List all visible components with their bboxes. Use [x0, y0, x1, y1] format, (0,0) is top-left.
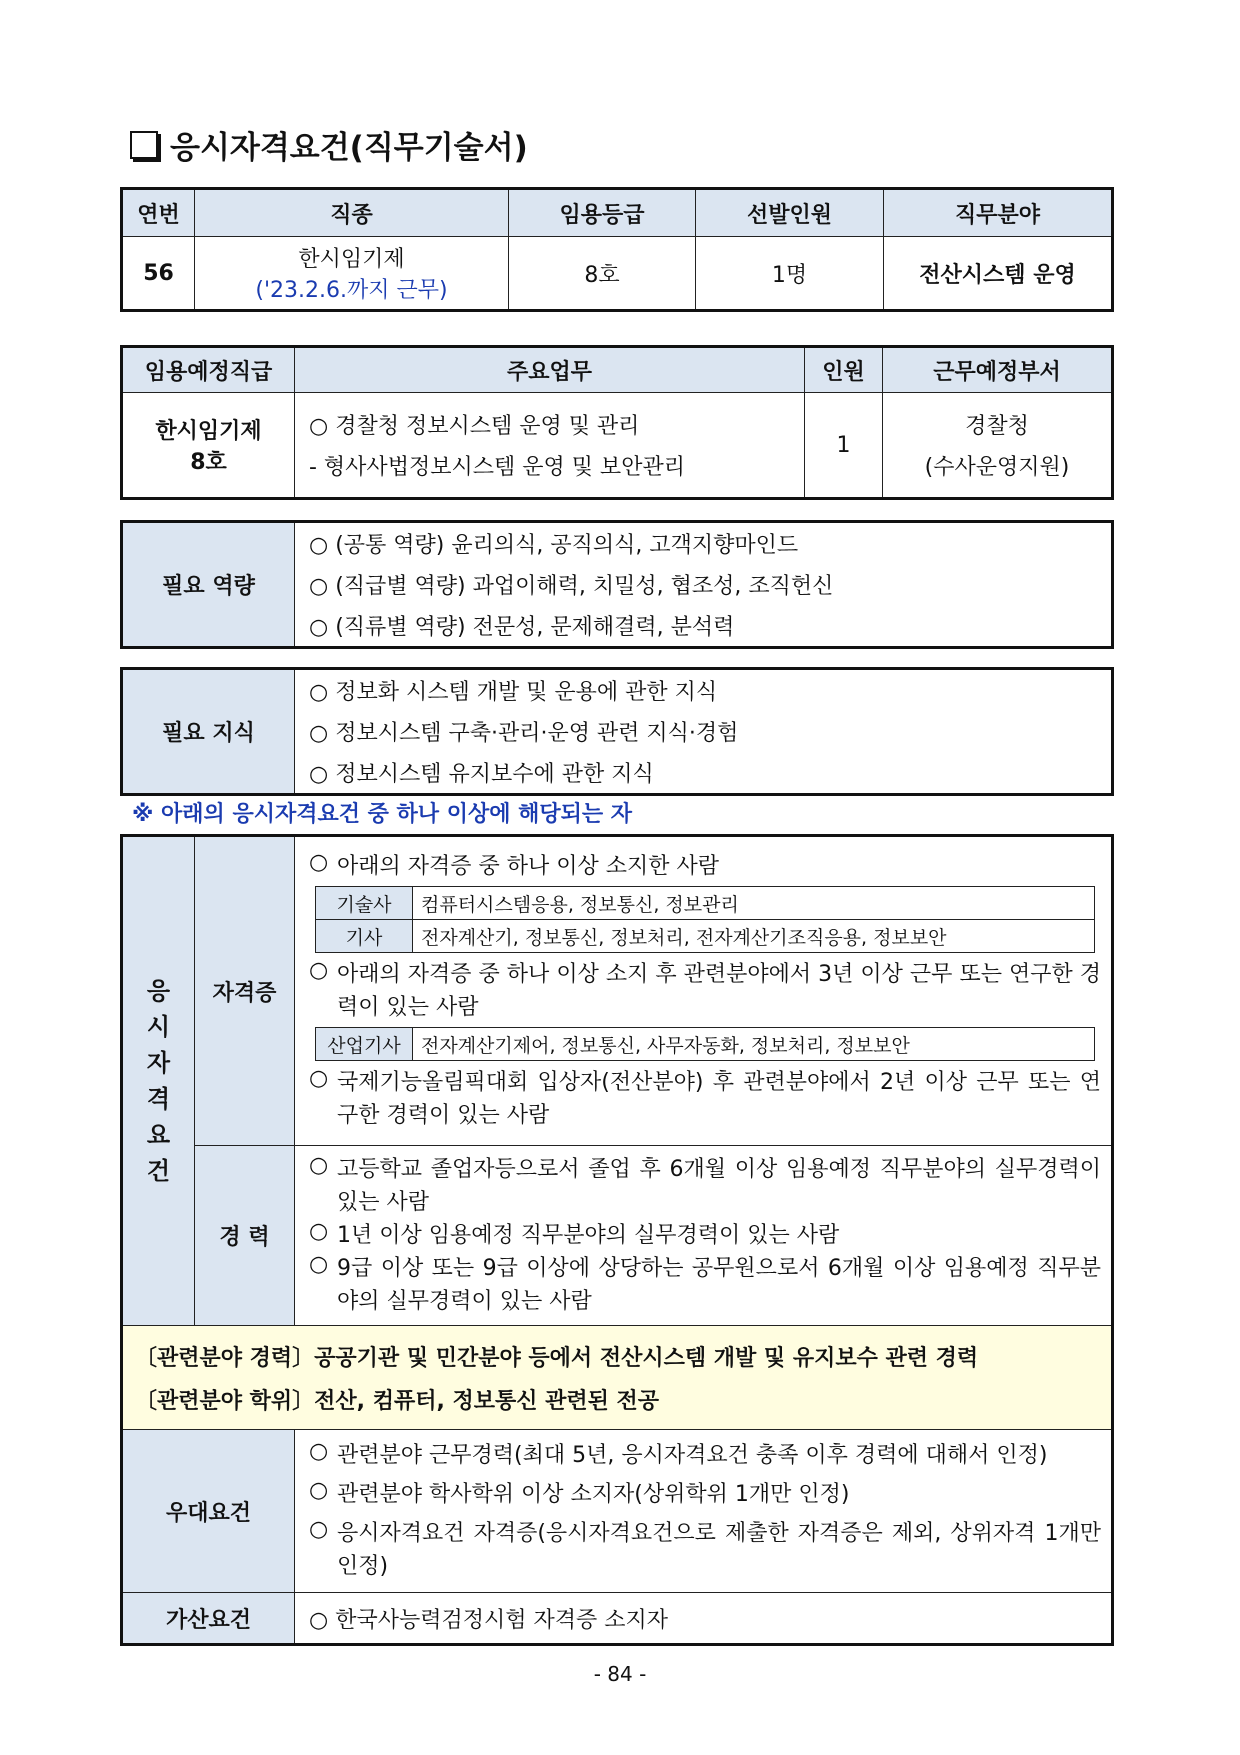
- related-field-cell: [122, 1326, 1113, 1430]
- header-field: 직무분야: [884, 189, 1113, 237]
- preference-cell: [295, 1430, 1113, 1593]
- duty-item: ○ 경찰청 정보시스템 운영 및 관리: [309, 414, 640, 439]
- rank-line2: 8호: [190, 450, 227, 475]
- knowledge-label: 필요 지식: [122, 669, 295, 795]
- bonus-item: ○ 한국사능력검정시험 자격증 소지자: [295, 1593, 1113, 1645]
- preference-label: 우대요건: [122, 1430, 295, 1593]
- duty-table: [120, 345, 1114, 500]
- knowledge-item: ○ 정보시스템 유지보수에 관한 지식: [309, 762, 654, 787]
- competency-item: ○ (직급별 역량) 과업이해력, 치밀성, 협조성, 조직헌신: [309, 574, 834, 599]
- bonus-label: 가산요건: [122, 1593, 295, 1645]
- certificate-subtable: [315, 886, 1095, 953]
- job-field: 전산시스템 운영: [884, 237, 1113, 311]
- career-item: ○ 고등학교 졸업자등으로서 졸업 후 6개월 이상 임용예정 직무분야의 실무경력이 있는 사람: [309, 1153, 1101, 1215]
- serial-number: 56: [122, 237, 195, 311]
- preference-item: ○ 관련분야 근무경력(최대 5년, 응시자격요건 충족 이후 경력에 대해서 인정): [309, 1439, 1048, 1468]
- job-type-cell: [195, 237, 509, 311]
- competency-item: ○ (공통 역량) 윤리의식, 공직의식, 고객지향마인드: [309, 533, 799, 558]
- job-type-note: ('23.2.6.까지 근무): [255, 278, 448, 303]
- certificate-item: ○ 아래의 자격증 중 하나 이상 소지한 사람: [309, 850, 719, 879]
- job-type: 한시임기제: [298, 247, 405, 272]
- career-label: 경 력: [195, 1146, 295, 1326]
- section-title: [130, 122, 528, 167]
- knowledge-list: [295, 669, 1113, 795]
- career-cell: [295, 1146, 1113, 1326]
- certificate-cell: [295, 836, 1113, 1146]
- duty-subitem: - 형사사법정보시스템 운영 및 보안관리: [309, 455, 685, 480]
- certificate-subtable: [315, 1027, 1095, 1061]
- people-count: 1: [805, 393, 883, 499]
- grade: 8호: [509, 237, 696, 311]
- header-rank: 임용예정직급: [122, 347, 295, 393]
- rank-line1: 한시임기제: [155, 419, 262, 444]
- qualification-note: ※ 아래의 응시자격요건 중 하나 이상에 해당되는 자: [132, 802, 633, 827]
- qualification-vertical-label: 응 시 자 격 요 건: [122, 836, 195, 1326]
- certificate-item: ○ 국제기능올림픽대회 입상자(전산분야) 후 관련분야에서 2년 이상 근무 또는 연구한 경력이 있는 사람: [309, 1066, 1101, 1128]
- cert-type: 기술사: [316, 887, 413, 920]
- cert-list: 컴퓨터시스템응용, 정보통신, 정보관리: [413, 887, 1095, 920]
- department-line1: 경찰청: [965, 414, 1029, 439]
- cert-list: 전자계산기제어, 정보통신, 사무자동화, 정보처리, 정보보안: [413, 1028, 1095, 1061]
- department-line2: (수사운영지원): [924, 455, 1070, 480]
- career-item: ○ 1년 이상 임용예정 직무분야의 실무경력이 있는 사람: [309, 1219, 840, 1248]
- header-serial: 연번: [122, 189, 195, 237]
- competency-label: 필요 역량: [122, 522, 295, 648]
- section-title-text: 응시자격요건(직무기술서): [170, 130, 528, 166]
- competency-list: [295, 522, 1113, 648]
- checkbox-square-icon: [130, 131, 158, 159]
- competency-table: [120, 520, 1114, 649]
- header-grade: 임용등급: [509, 189, 696, 237]
- qualification-table: [120, 834, 1114, 1646]
- position-summary-table: [120, 187, 1114, 312]
- preference-item: ○ 관련분야 학사학위 이상 소지자(상위학위 1개만 인정): [309, 1478, 850, 1507]
- knowledge-table: [120, 667, 1114, 796]
- knowledge-item: ○ 정보시스템 구축·관리·운영 관련 지식·경험: [309, 721, 739, 746]
- department-cell: [883, 393, 1113, 499]
- cert-type: 산업기사: [316, 1028, 413, 1061]
- cert-list: 전자계산기, 정보통신, 정보처리, 전자계산기조직응용, 정보보안: [413, 920, 1095, 953]
- career-item: ○ 9급 이상 또는 9급 이상에 상당하는 공무원으로서 6개월 이상 임용예정 직무분야의 실무경력이 있는 사람: [309, 1252, 1101, 1314]
- header-job-type: 직종: [195, 189, 509, 237]
- rank-cell: [122, 393, 295, 499]
- cert-type: 기사: [316, 920, 413, 953]
- duties-cell: [295, 393, 805, 499]
- related-degree: 〔관련분야 학위〕전산, 컴퓨터, 정보통신 관련된 전공: [135, 1388, 660, 1414]
- knowledge-item: ○ 정보화 시스템 개발 및 운용에 관한 지식: [309, 680, 718, 705]
- header-count: 선발인원: [696, 189, 884, 237]
- header-duties: 주요업무: [295, 347, 805, 393]
- preference-item: ○ 응시자격요건 자격증(응시자격요건으로 제출한 자격증은 제외, 상위자격 1개만 인정): [309, 1517, 1101, 1579]
- certificate-label: 자격증: [195, 836, 295, 1146]
- header-department: 근무예정부서: [883, 347, 1113, 393]
- selection-count: 1명: [696, 237, 884, 311]
- certificate-item: ○ 아래의 자격증 중 하나 이상 소지 후 관련분야에서 3년 이상 근무 또는 연구한 경력이 있는 사람: [309, 958, 1101, 1020]
- header-people: 인원: [805, 347, 883, 393]
- page-number: - 84 -: [593, 1662, 647, 1686]
- related-career: 〔관련분야 경력〕공공기관 및 민간분야 등에서 전산시스템 개발 및 유지보수 관련 경력: [135, 1345, 979, 1371]
- competency-item: ○ (직류별 역량) 전문성, 문제해결력, 분석력: [309, 615, 735, 640]
